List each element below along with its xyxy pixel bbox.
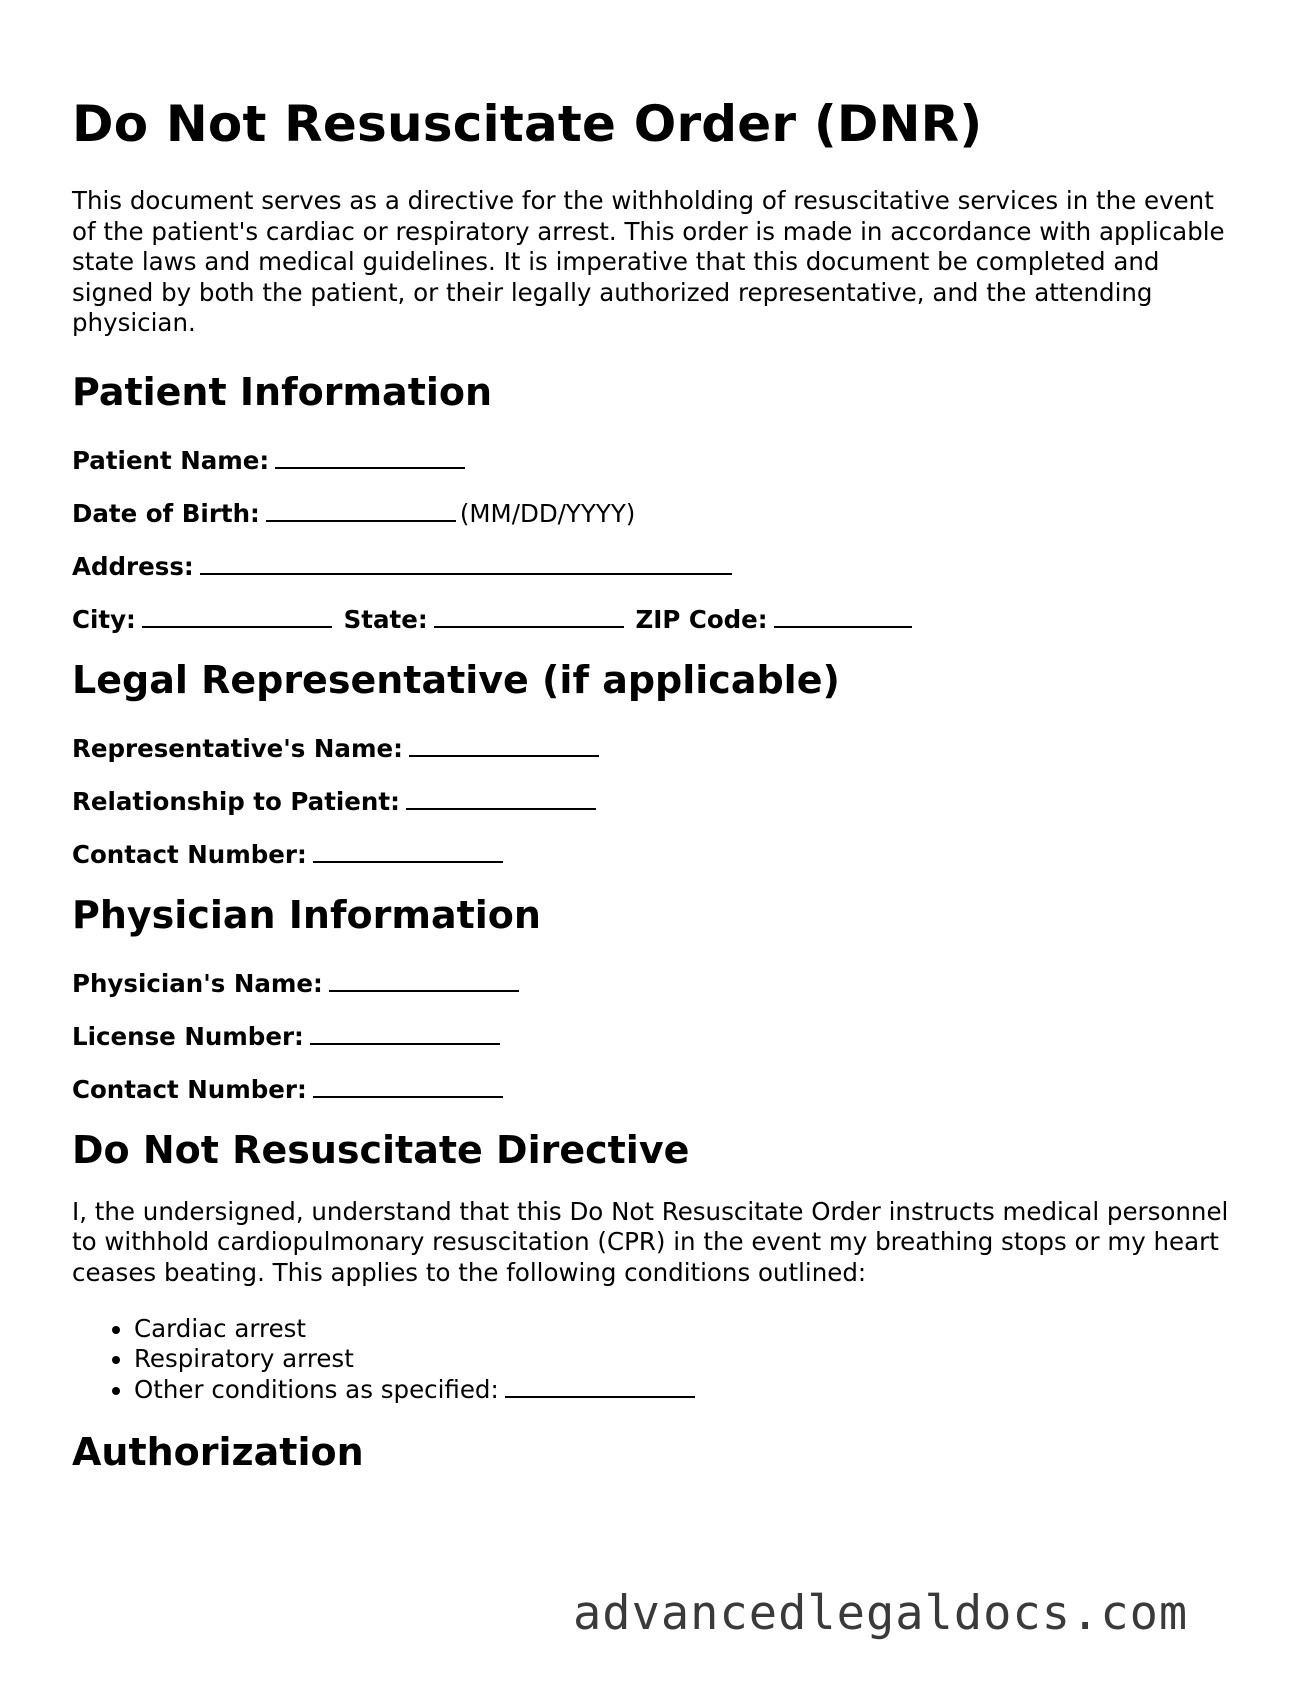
representative-name-field [72, 733, 1238, 764]
physician-contact-label: Contact Number: [72, 1074, 307, 1104]
relationship-field [72, 786, 1238, 817]
state-label: State: [343, 604, 428, 634]
condition-respiratory: Respiratory arrest [134, 1344, 354, 1373]
condition-cardiac: Cardiac arrest [134, 1314, 307, 1343]
physician-name-label: Physician's Name: [72, 968, 323, 998]
conditions-list [72, 1314, 1238, 1405]
representative-contact-label: Contact Number: [72, 839, 307, 869]
directive-heading: Do Not Resuscitate Directive [72, 1127, 690, 1172]
representative-contact-field [72, 839, 1238, 870]
license-label: License Number: [72, 1021, 304, 1051]
list-item [134, 1374, 1238, 1405]
dob-blank[interactable] [266, 498, 456, 522]
dob-format: (MM/DD/YYYY) [459, 498, 636, 528]
address-label: Address: [72, 551, 194, 581]
condition-other: Other conditions as specified: [134, 1375, 499, 1404]
patient-name-blank[interactable] [275, 445, 465, 469]
state-blank[interactable] [434, 604, 624, 628]
list-item [134, 1314, 1238, 1344]
patient-name-label: Patient Name: [72, 445, 270, 475]
city-label: City: [72, 604, 136, 634]
address-field [72, 551, 1238, 582]
patient-info-heading: Patient Information [72, 369, 493, 414]
intro-paragraph: This document serves as a directive for the withholding of resuscitative services in the event of the patient's cardiac or respiratory arrest. This order is made in accordance with applicable state laws and medical guidelines. It is imperative that this document be completed and signed by both the patient, or their legally authorized representative, and the attending physician. [72, 186, 1225, 337]
dob-field [72, 498, 1238, 529]
license-blank[interactable] [310, 1021, 500, 1045]
address-blank[interactable] [200, 551, 732, 575]
license-field [72, 1021, 1238, 1052]
physician-contact-field [72, 1074, 1238, 1105]
dob-label: Date of Birth: [72, 498, 260, 528]
watermark: advancedlegaldocs.com [573, 1586, 1189, 1641]
physician-name-blank[interactable] [329, 968, 519, 992]
physician-contact-blank[interactable] [313, 1074, 503, 1098]
representative-name-label: Representative's Name: [72, 733, 403, 763]
physician-name-field [72, 968, 1238, 999]
city-blank[interactable] [142, 604, 332, 628]
representative-name-blank[interactable] [409, 733, 599, 757]
city-state-zip-field [72, 604, 1238, 635]
representative-heading: Legal Representative (if applicable) [72, 657, 840, 702]
relationship-blank[interactable] [406, 786, 596, 810]
relationship-label: Relationship to Patient: [72, 786, 400, 816]
zip-label: ZIP Code: [635, 604, 768, 634]
list-item [134, 1344, 1238, 1374]
directive-paragraph: I, the undersigned, understand that this Do Not Resuscitate Order instructs medical personnel to withhold cardiopulmonary resuscitation (CPR) in the event my breathing stops or my heart ceases beating. This applies to the following conditions outlined: [72, 1196, 1229, 1287]
document-title: Do Not Resuscitate Order (DNR) [72, 95, 983, 153]
patient-name-field [72, 445, 1238, 476]
authorization-heading: Authorization [72, 1430, 364, 1474]
representative-contact-blank[interactable] [313, 839, 503, 863]
condition-other-blank[interactable] [505, 1374, 695, 1398]
document-page [72, 0, 1238, 1475]
zip-blank[interactable] [774, 604, 912, 628]
physician-info-heading: Physician Information [72, 892, 541, 937]
